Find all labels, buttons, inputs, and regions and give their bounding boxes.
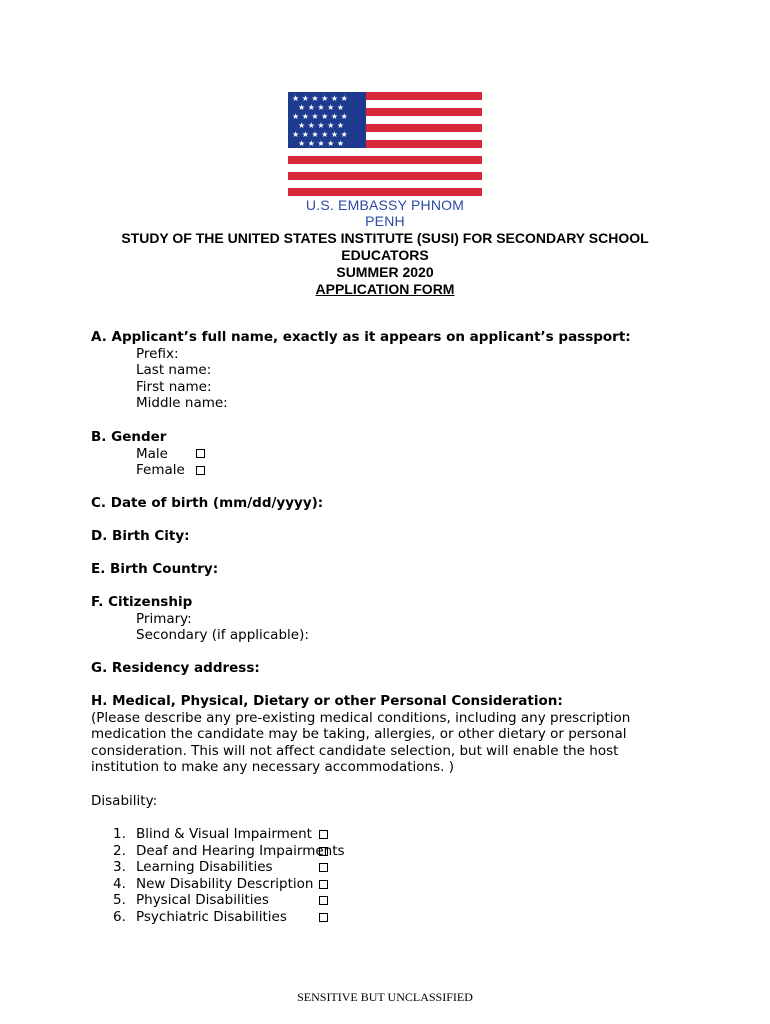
list-item — [91, 859, 391, 876]
item-number: 6. — [113, 908, 126, 925]
section-gender — [91, 429, 205, 479]
section-medical — [91, 693, 671, 776]
svg-text:★ ★ ★ ★ ★ ★: ★ ★ ★ ★ ★ ★ — [292, 130, 348, 139]
list-item — [91, 892, 391, 909]
option-label: Male — [136, 445, 168, 462]
section-date-of-birth: C. Date of birth (mm/dd/yyyy): — [91, 495, 324, 511]
svg-text:★ ★ ★ ★ ★ ★: ★ ★ ★ ★ ★ ★ — [292, 112, 348, 121]
section-description: (Please describe any pre-existing medical conditions, including any prescription medication the candidate may be taking, allergies, or other dietary or personal consideration. This will not affect candidate selection, but will enable the host institution to make any necessary accommodations. ) — [91, 709, 631, 776]
item-number: 3. — [113, 859, 126, 876]
disability-checkbox[interactable] — [319, 913, 328, 922]
item-label: Deaf and Hearing Impairments — [136, 842, 345, 859]
disability-checkbox[interactable] — [319, 880, 328, 889]
item-label: Psychiatric Disabilities — [136, 908, 287, 925]
gender-option-male — [91, 446, 205, 463]
item-number: 5. — [113, 892, 126, 909]
disability-list — [91, 826, 391, 926]
field-label-last-name: Last name: — [136, 362, 212, 379]
logo-caption: U.S. EMBASSY PHNOM PENH — [305, 197, 465, 229]
item-number: 1. — [113, 826, 126, 842]
item-label: Learning Disabilities — [136, 859, 273, 876]
disability-checkbox[interactable] — [319, 830, 328, 839]
male-checkbox[interactable] — [196, 449, 205, 458]
gender-option-female — [91, 462, 205, 479]
svg-text:★ ★ ★ ★ ★: ★ ★ ★ ★ ★ — [298, 103, 345, 112]
disability-label: Disability: — [91, 793, 158, 809]
option-label: Female — [136, 462, 185, 479]
field-label-middle-name: Middle name: — [136, 395, 228, 412]
us-flag-icon — [288, 92, 482, 198]
field-label-primary: Primary: — [136, 610, 192, 627]
item-number: 4. — [113, 875, 126, 892]
female-checkbox[interactable] — [196, 466, 205, 475]
list-item — [91, 843, 391, 860]
item-label: Physical Disabilities — [136, 892, 269, 909]
item-number: 2. — [113, 842, 126, 859]
section-birth-city: D. Birth City: — [91, 528, 190, 544]
list-item — [91, 876, 391, 893]
section-heading: F. Citizenship — [91, 594, 193, 610]
list-item — [91, 826, 391, 843]
section-residency-address: G. Residency address: — [91, 660, 260, 676]
disability-checkbox[interactable] — [319, 863, 328, 872]
field-label-secondary: Secondary (if applicable): — [136, 627, 309, 644]
title-line: STUDY OF THE UNITED STATES INSTITUTE (SUSI) FOR SECONDARY SCHOOL — [121, 230, 649, 246]
title-line: SUMMER 2020 — [336, 264, 434, 280]
section-name — [91, 329, 631, 412]
list-item — [91, 909, 391, 926]
item-label: Blind & Visual Impairment — [136, 826, 312, 842]
svg-text:★ ★ ★ ★ ★: ★ ★ ★ ★ ★ — [298, 121, 345, 130]
form-title: APPLICATION FORM — [315, 281, 455, 297]
field-label-first-name: First name: — [136, 378, 212, 395]
section-citizenship — [91, 594, 309, 644]
title-line: EDUCATORS — [341, 247, 429, 263]
disability-checkbox[interactable] — [319, 896, 328, 905]
section-heading: H. Medical, Physical, Dietary or other Personal Consideration: — [91, 693, 563, 709]
disability-checkbox[interactable] — [319, 847, 328, 856]
section-heading: B. Gender — [91, 429, 167, 445]
document-title — [60, 230, 710, 298]
us-flag-logo — [288, 92, 482, 198]
field-label-prefix: Prefix: — [136, 345, 179, 362]
svg-text:★ ★ ★ ★ ★: ★ ★ ★ ★ ★ — [298, 139, 345, 148]
section-birth-country: E. Birth Country: — [91, 561, 219, 577]
section-heading: A. Applicant’s full name, exactly as it appears on applicant’s passport: — [91, 329, 631, 345]
svg-text:★ ★ ★ ★ ★ ★: ★ ★ ★ ★ ★ ★ — [292, 94, 348, 103]
item-label: New Disability Description — [136, 875, 314, 892]
classification-footer: SENSITIVE BUT UNCLASSIFIED — [297, 990, 473, 1004]
